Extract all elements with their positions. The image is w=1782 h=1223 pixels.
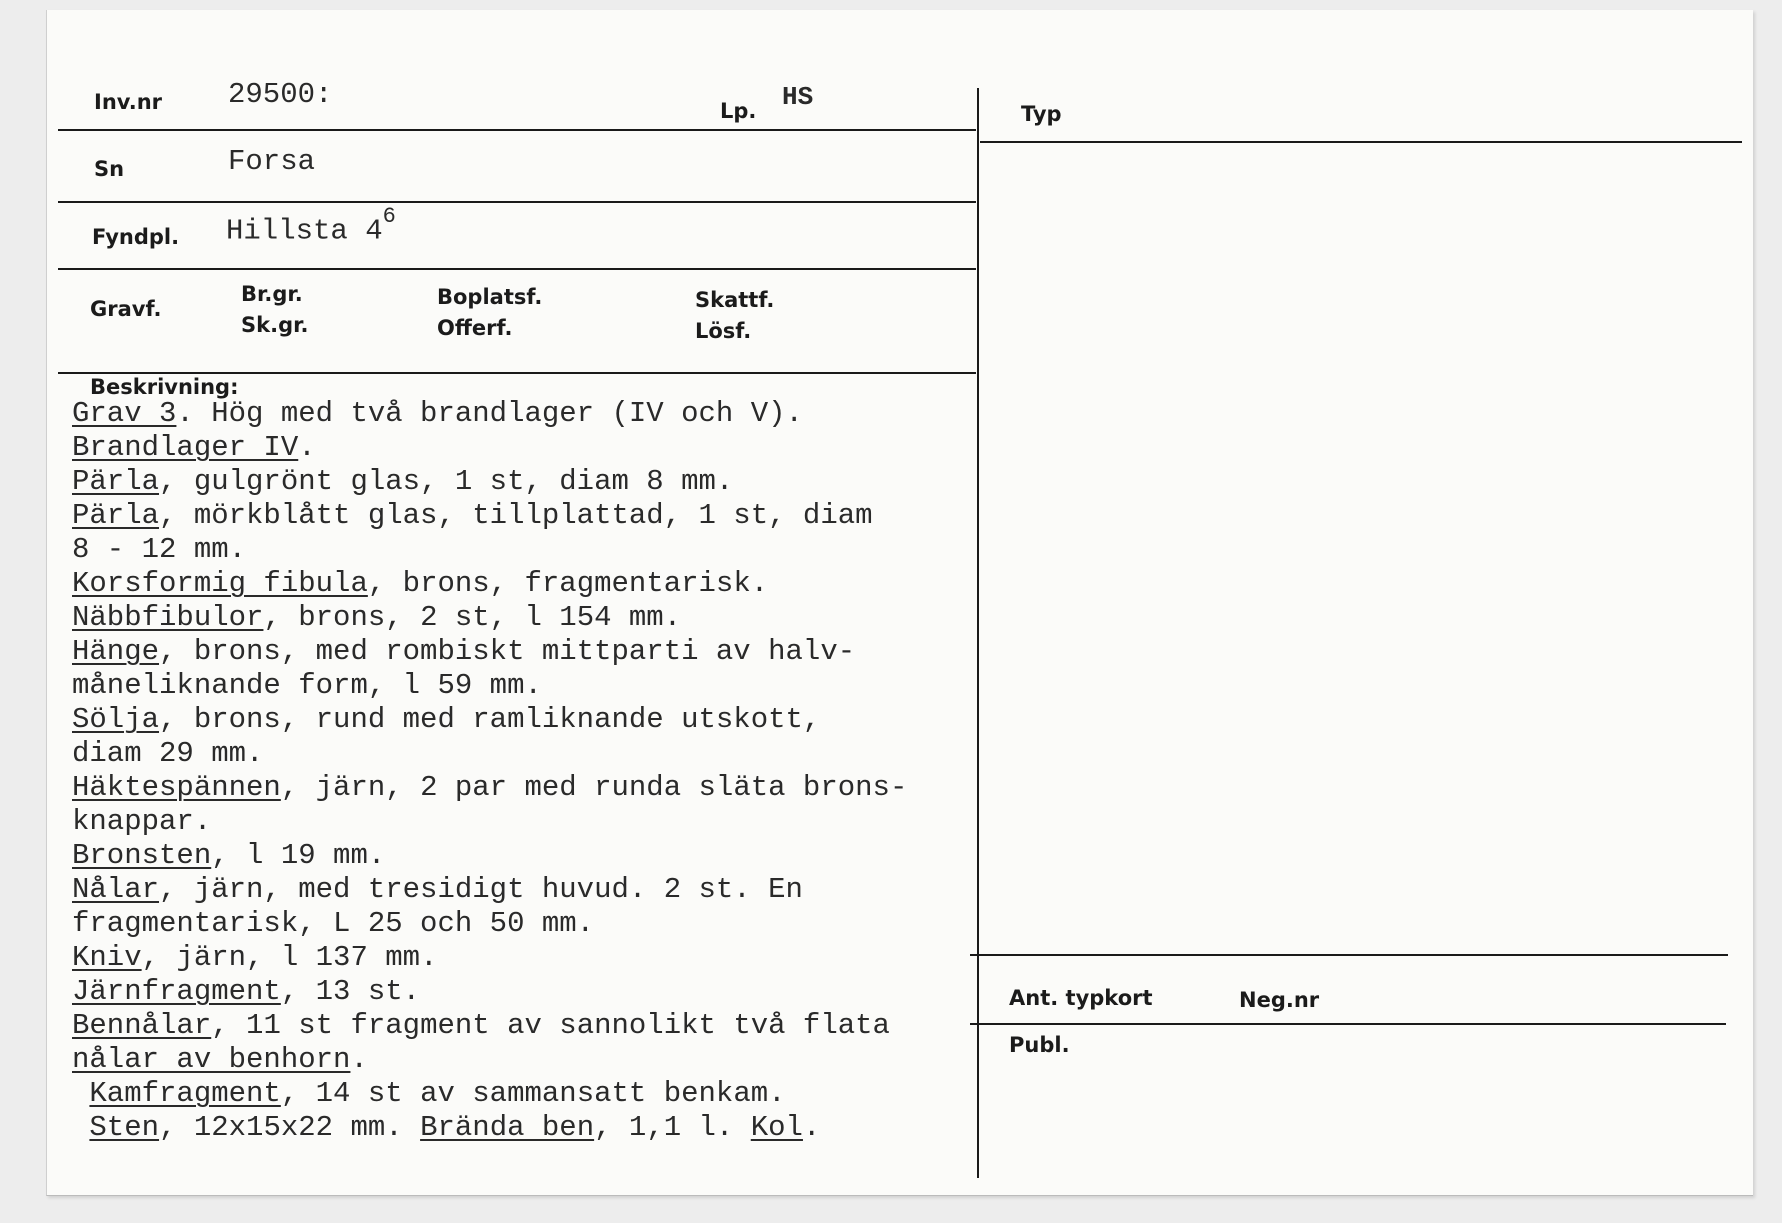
underlined-term: Kniv	[72, 941, 142, 974]
description-segment: , järn, med tresidigt huvud. 2 st. En	[159, 873, 803, 906]
description-segment: , brons, rund med ramliknande utskott,	[159, 703, 821, 736]
underlined-term: Pärla	[72, 499, 160, 532]
fyndpl-label: Fyndpl.	[92, 225, 180, 249]
description-segment: 8 - 12 mm.	[72, 533, 247, 566]
description-line	[72, 737, 907, 771]
description-segment: , 12x15x22 mm.	[159, 1111, 421, 1144]
gravf-label: Gravf.	[90, 297, 162, 321]
underlined-term: Näbbfibulor	[72, 601, 264, 634]
description-line	[72, 941, 907, 975]
rule-ant-typkort	[970, 954, 1728, 956]
description-line	[72, 635, 907, 669]
description-line	[72, 669, 907, 703]
description-line	[72, 1043, 907, 1077]
brgr-label: Br.gr.	[241, 282, 303, 306]
description-segment: .	[350, 1043, 368, 1076]
publ-label: Publ.	[1009, 1033, 1070, 1057]
underlined-term: Sten	[89, 1111, 160, 1144]
description-segment: . Hög med två brandlager (IV och V).	[176, 397, 803, 430]
underlined-term: Kamfragment	[89, 1077, 281, 1110]
description-segment: , brons, med rombiskt mittparti av halv-	[159, 635, 856, 668]
description-line	[72, 601, 907, 635]
description-line	[72, 839, 907, 873]
description-line	[72, 567, 907, 601]
underlined-term: Grav 3	[72, 397, 177, 430]
sn-value: Forsa	[228, 145, 316, 178]
losf-label: Lösf.	[695, 319, 752, 343]
description-segment: .	[298, 431, 316, 464]
description-line	[72, 975, 907, 1009]
description-segment: , l 19 mm.	[211, 839, 386, 872]
description-line	[72, 771, 907, 805]
description-line	[72, 465, 907, 499]
beskrivning-label: Beskrivning:	[90, 375, 239, 399]
rule-gravf	[58, 372, 976, 374]
inv-label: Inv.nr	[94, 90, 163, 114]
description-text	[72, 397, 907, 1145]
description-segment: , järn, 2 par med runda släta brons-	[280, 771, 908, 804]
negnr-label: Neg.nr	[1239, 988, 1320, 1012]
description-line	[72, 703, 907, 737]
description-segment	[72, 1111, 89, 1144]
description-segment: fragmentarisk, L 25 och 50 mm.	[72, 907, 595, 940]
description-line	[72, 1111, 907, 1145]
offerf-label: Offerf.	[437, 316, 513, 340]
description-segment: måneliknande form, l 59 mm.	[72, 669, 542, 702]
underlined-term: Häktespännen	[72, 771, 281, 804]
underlined-term: Järnfragment	[72, 975, 281, 1008]
column-divider	[977, 88, 979, 1178]
ant-typkort-label: Ant. typkort	[1009, 986, 1153, 1010]
description-segment: knappar.	[72, 805, 212, 838]
inv-value: 29500:	[228, 78, 333, 111]
underlined-term: Sölja	[72, 703, 160, 736]
description-segment: , 13 st.	[280, 975, 421, 1008]
description-segment: , 11 st fragment av sannolikt två flata	[211, 1009, 890, 1042]
skgr-label: Sk.gr.	[241, 313, 309, 337]
underlined-term: Pärla	[72, 465, 160, 498]
fyndpl-value	[226, 204, 396, 248]
typ-label: Typ	[1021, 102, 1062, 126]
lp-label: Lp.	[720, 99, 757, 123]
description-line	[72, 533, 907, 567]
underlined-term: Korsformig fibula	[72, 567, 368, 600]
description-segment: diam 29 mm.	[72, 737, 264, 770]
description-segment: , 14 st av sammansatt benkam.	[280, 1077, 786, 1110]
description-segment: , brons, fragmentarisk.	[367, 567, 769, 600]
underlined-term: Bronsten	[72, 839, 212, 872]
underlined-term: Nålar	[72, 873, 160, 906]
underlined-term: nålar av benhorn	[72, 1043, 351, 1076]
rule-fyndpl	[58, 268, 976, 270]
rule-inv	[58, 129, 976, 131]
lp-value: HS	[782, 82, 814, 112]
skattf-label: Skattf.	[695, 288, 775, 312]
description-line	[72, 397, 907, 431]
fyndpl-text: Hillsta 4	[226, 214, 383, 248]
description-segment: .	[802, 1111, 821, 1144]
boplatsf-label: Boplatsf.	[437, 285, 543, 309]
description-segment: , gulgrönt glas, 1 st, diam 8 mm.	[159, 465, 734, 498]
sn-label: Sn	[94, 157, 125, 181]
description-line	[72, 907, 907, 941]
underlined-term: Kol	[750, 1111, 803, 1144]
fyndpl-superscript: 6	[382, 204, 396, 229]
underlined-term: Brända ben	[420, 1111, 595, 1144]
description-line	[72, 1009, 907, 1043]
description-segment	[72, 1077, 89, 1110]
description-segment: , brons, 2 st, l 154 mm.	[263, 601, 682, 634]
description-line	[72, 805, 907, 839]
description-segment: , 1,1 l.	[594, 1111, 751, 1144]
description-segment: , mörkblått glas, tillplattad, 1 st, diam	[159, 499, 873, 532]
rule-sn	[58, 201, 976, 203]
underlined-term: Brandlager IV	[72, 431, 299, 464]
underlined-term: Hänge	[72, 635, 160, 668]
description-line	[72, 499, 907, 533]
description-line	[72, 431, 907, 465]
underlined-term: Bennålar	[72, 1009, 212, 1042]
description-segment: , järn, l 137 mm.	[141, 941, 438, 974]
description-line	[72, 1077, 907, 1111]
rule-typ	[980, 141, 1742, 143]
rule-publ	[970, 1023, 1726, 1025]
description-line	[72, 873, 907, 907]
